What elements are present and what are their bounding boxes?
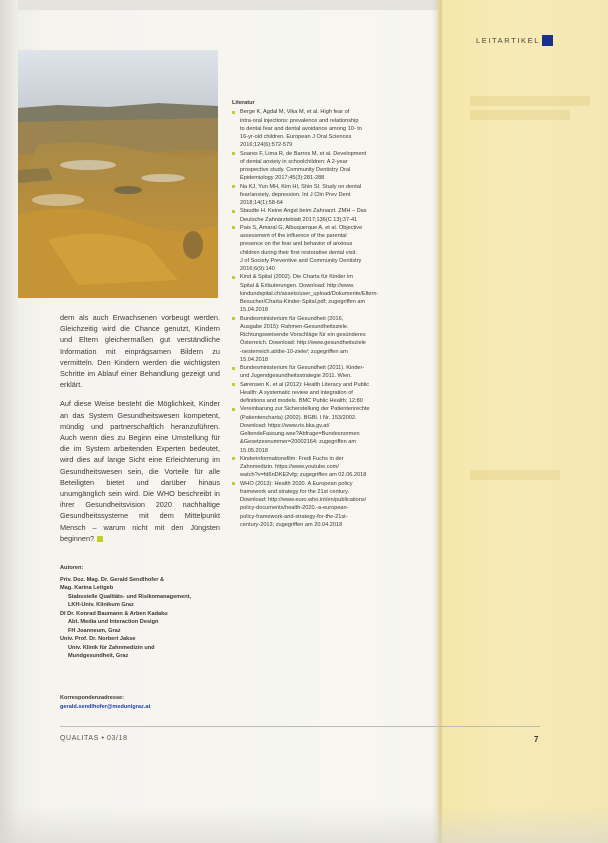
adjacent-page-panel xyxy=(438,0,608,843)
article-body xyxy=(60,312,220,552)
author-name: DI Dr. Konrad Baumann & Arben Kadaku xyxy=(60,610,168,617)
reference-list xyxy=(232,108,412,529)
bleed-through-text xyxy=(470,96,590,106)
footer-rule xyxy=(60,726,540,727)
reference-item: Kind & Spital (2002). Die Charta für Kinder im Spital & Erläuterungen. Download: http://www. kindundspital.ch/assets/user_upload/Dokumente/Eltern- Besucher/Charta-Kinder-Spital.pdf; zugegriffen am 15.04.2018 xyxy=(232,273,412,314)
author-name: Priv. Doz. Mag. Dr. Gerald Sendlhofer & xyxy=(60,576,165,583)
article-end-icon xyxy=(97,536,103,542)
correspondence-heading: Korrespondenzadresse: xyxy=(60,695,125,701)
reference-item: Na KJ, Yun MH, Kim HI, Shin SI. Study on dental fear/anxiety, depression. Int J Clin Prev Dent 2018;14(1):58-64 xyxy=(232,183,412,208)
author-list xyxy=(60,576,230,661)
reference-item: Bundesministerium für Gesundheit (2016, Ausgabe 2015): Rahmen-Gesundheitsziele. Richtungsweisende Vorschläge für ein gesünderes Österreich. Download: http://www.gesundheitsziele -oesterreich.at/die-10-ziele/; zugegriffen am 15.04.2018 xyxy=(232,315,412,365)
reference-item: Sørensen K, et al (2012): Health Literacy and Public Health: A systematic review and integration of definitions and models. BMC Public Health; 12:80 xyxy=(232,381,412,406)
author-affiliation: FH Joanneum, Graz xyxy=(68,627,121,634)
author-block xyxy=(60,564,230,661)
correspondence-block xyxy=(60,694,230,711)
body-paragraph: dern als auch Erwachsenen vorbeugt werden. Gleichzeitig wird die Chance genutzt, Kindern und Eltern gleichermaßen gut verständliche Information mit einprägsamen Bildern zu vermitteln. Den Kindern werden die wichtigsten Schritte im Ablauf einer Behandlung gezeigt und erklärt. xyxy=(60,313,220,390)
page-bottom-shading xyxy=(0,806,608,843)
author-affiliation: Mundgesundheit, Graz xyxy=(68,653,129,659)
author-affiliation: Univ. Klinik für Zahnmedizin und xyxy=(68,644,155,651)
author-affiliation: Abt. Media und Interaction Design xyxy=(68,619,159,625)
reference-item: WHO (2013): Health 2020. A European policy framework and strategy for the 21st century. Download: http://www.euro.who.int/en/publications/ policy-documents/health-2020.-a-european- policy-framework-and-strategy-for-the-21st- century-2013; zugegriffen am 20.04.2018 xyxy=(232,480,412,530)
page-number: 7 xyxy=(534,735,539,744)
reference-item: Pais S, Amaral G, Albuquerque A, et al. Objective assessment of the influence of the parental presence on the fear and behavior of anxious children during their first restorative dental visit. J of Society Preventive and Community Dentistry 2016;6(9):140 xyxy=(232,224,412,274)
bleed-through-text xyxy=(470,110,570,120)
author-name: Mag. Karina Leitgeb xyxy=(60,585,114,591)
author-affiliation: Stabsstelle Qualitäts- und Risikomanagement, xyxy=(68,593,192,600)
page-fold-shadow xyxy=(432,0,442,843)
literature-block xyxy=(232,99,412,529)
bleed-through-text xyxy=(470,470,560,480)
author-affiliation: LKH-Univ. Klinikum Graz xyxy=(68,602,134,608)
body-paragraph-text: Auf diese Weise besteht die Möglichkeit, Kinder an das System Gesundheitswesen kompetent, mündig und partnerschaftlich heranzuführen. Auch wenn dies zu Beginn eine Umstellung für die im System arbeitenden Experten bedeutet, wird dies auf lange Sicht eine Erleichterung im Gesundheitswesen sein, die Vorteile für alle Beteiligten bietet und darüber hinaus unumgänglich sein wird. Die WHO beschreibt in ihrer Gesundheitsvision 2020 nachhaltige Gesundheitssysteme mit dem Mittelpunkt Mensch – warum nicht mit den Jüngsten beginnen? xyxy=(60,399,220,543)
page-gutter-shadow xyxy=(0,0,18,843)
section-marker-icon xyxy=(542,35,553,46)
reference-item: Soares F, Lima R, de Barros M, et al. Development of dental anxiety in schoolchildren: A 2-year prospective study. Community Dentistry Oral Epidemiology 2017;45(3):281-288 xyxy=(232,150,412,183)
reference-item: Staudte H. Keine Angst beim Zahnarzt. ZMH – Das Deutsche Zahnärzteblatt 2017;136(C 13):37-41 xyxy=(232,207,412,224)
literature-heading: Literatur xyxy=(232,100,255,106)
reference-item: Kinderinformationsfilm: Fredi Fuchs in der Zahnmedizin. https://www.youtube.com/ watch?v=fd6nDKE2vfg; zugegriffen am 02.06.2018 xyxy=(232,455,412,480)
landscape-photo xyxy=(18,50,218,298)
author-name: Univ. Prof. Dr. Norbert Jakse xyxy=(60,636,136,642)
reference-item: Bundesministerium für Gesundheit (2011). Kinder- und Jugendgesundheitsstrategie 2011. Wien. xyxy=(232,364,412,381)
section-label: LEITARTIKEL xyxy=(475,36,540,45)
body-paragraph xyxy=(60,398,220,544)
reference-item: Berge K, Agdal M, Vika M, et al. High fear of intra-oral injections: prevalence and relationship to dental fear and dental avoidance among 10- to 16-yr-old children. European J Oral Sciences 2016;124(6):572-579 xyxy=(232,108,412,149)
magazine-issue: QUALITAS • 03/18 xyxy=(60,735,128,742)
reference-item: Vereinbarung zur Sicherstellung der Patientenrechte (Patientencharta) (2002). BGBl. I Nr. 153/2002. Download: https://www.ris.bka.gv.at/ GeltendeFassung.wxe?Abfrage=Bundesnormen &Gesetzesnummer=20002164; zugegriffen am 15.05.2018 xyxy=(232,405,412,455)
correspondence-email-link[interactable]: gerald.sendlhofer@medunigraz.at xyxy=(60,703,151,710)
authors-heading: Autoren: xyxy=(60,565,84,571)
